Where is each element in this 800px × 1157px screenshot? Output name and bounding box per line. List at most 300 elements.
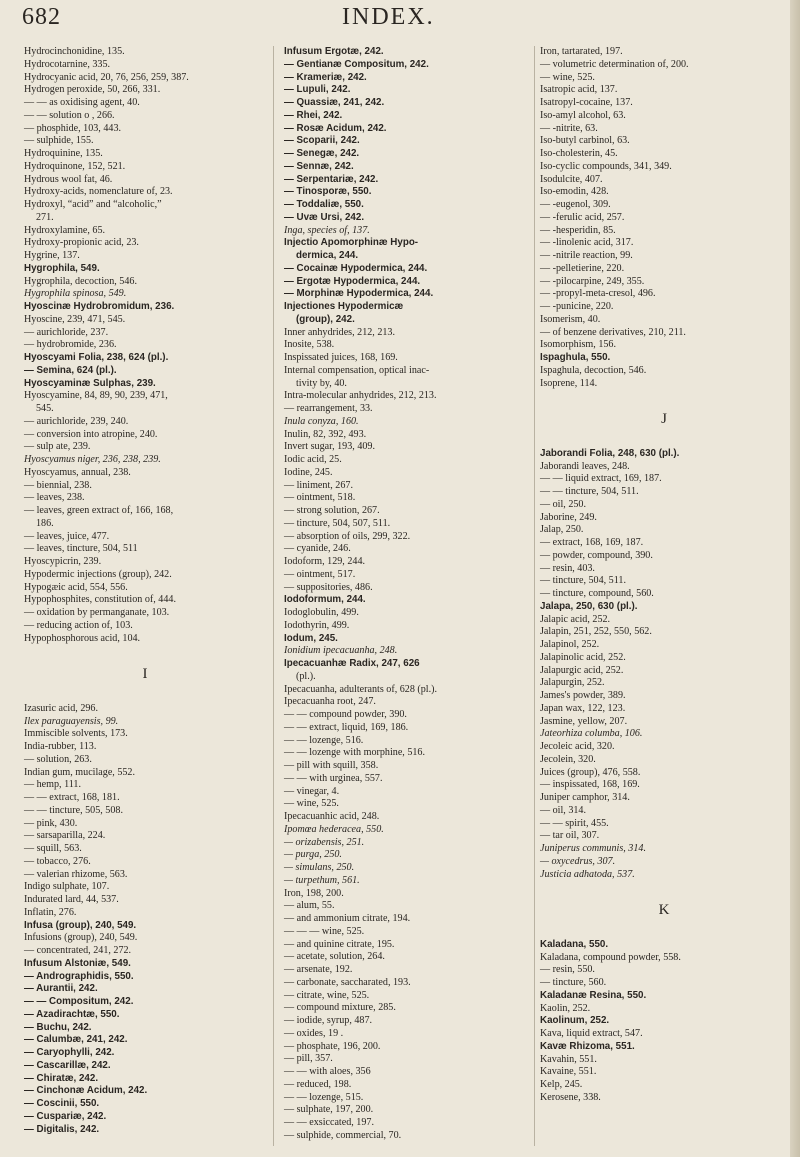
index-entry xyxy=(284,760,532,773)
index-entry-text: Ipecacuanha, adulterants of, 628 (pl.). xyxy=(284,683,438,695)
index-entry-text: Infusa (group), 240, 549. xyxy=(24,919,137,931)
index-entry-text: Hydroxyl, “acid” and “alcoholic,” xyxy=(24,199,162,210)
index-entry xyxy=(284,633,532,646)
index-entry xyxy=(24,416,266,429)
index-entry-text: Ionidium ipecacuanha, 248. xyxy=(284,645,398,657)
index-entry-text: Hypodermic injections (group), 242. xyxy=(24,568,172,580)
index-entry-text: — — extract, 168, 181. xyxy=(24,792,120,803)
index-entry-text: Inosite, 538. xyxy=(284,339,335,351)
index-entry xyxy=(540,378,788,391)
index-entry xyxy=(540,473,788,486)
index-entry xyxy=(24,365,266,378)
index-entry-text: — Aurantii, 242. xyxy=(24,983,98,995)
index-entry xyxy=(24,894,266,907)
index-entry-text: — hemp, 111. xyxy=(24,779,82,791)
index-entry xyxy=(540,869,788,882)
index-entry-text: — — lozenge, 516. xyxy=(284,734,364,746)
index-entry-text: — resin, 550. xyxy=(540,964,595,976)
index-entry xyxy=(24,741,266,754)
index-entry-text: — Azadirachtæ, 550. xyxy=(24,1008,120,1020)
index-entry xyxy=(24,135,266,148)
index-entry xyxy=(284,824,532,837)
index-entry-text: — Semina, 624 (pl.). xyxy=(24,364,117,376)
index-entry xyxy=(24,467,266,480)
index-entry-text: James's powder, 389. xyxy=(540,690,626,701)
index-entry-text: — Cocainæ Hypodermica, 244. xyxy=(284,262,428,274)
index-entry-text: Iodoformum, 244. xyxy=(284,594,366,606)
index-entry-text: — rearrangement, 33. xyxy=(284,403,373,414)
index-entry xyxy=(24,148,266,161)
index-entry xyxy=(540,186,788,199)
spacer xyxy=(24,690,266,703)
index-entry xyxy=(540,805,788,818)
index-entry xyxy=(540,1028,788,1041)
index-entry xyxy=(540,716,788,729)
index-entry-text: Immiscible solvents, 173. xyxy=(24,728,128,740)
index-entry-text: Hygrophila, 549. xyxy=(24,262,100,274)
index-entry-text: Hydroxylamine, 65. xyxy=(24,224,106,236)
index-entry xyxy=(540,84,788,97)
index-entry xyxy=(540,626,788,639)
index-entry xyxy=(24,543,266,556)
index-entry xyxy=(540,263,788,276)
index-entry xyxy=(284,148,532,161)
index-entry xyxy=(24,250,266,263)
index-entry xyxy=(24,199,266,212)
index-entry xyxy=(284,390,532,403)
index-entry-text: — oxides, 19 . xyxy=(284,1027,344,1039)
index-entry xyxy=(284,1079,532,1092)
index-entry-text: — cyanide, 246. xyxy=(284,543,351,555)
index-entry-text: — Toddaliæ, 550. xyxy=(284,199,364,210)
index-entry xyxy=(540,550,788,563)
index-entry xyxy=(24,378,266,391)
index-entry-text: — -propyl-meta-cresol, 496. xyxy=(540,288,656,300)
index-entry xyxy=(284,862,532,875)
index-entry xyxy=(24,276,266,289)
index-entry-text: Isoprene, 114. xyxy=(540,377,598,389)
index-entry xyxy=(540,212,788,225)
index-entry-text: — tincture, 504, 507, 511. xyxy=(284,517,391,529)
index-entry-text: — volumetric determination of, 200. xyxy=(540,58,689,70)
index-entry xyxy=(284,59,532,72)
index-entry-text: — tincture, compound, 560. xyxy=(540,588,654,599)
index-entry-text: Kaladana, compound powder, 558. xyxy=(540,951,681,963)
index-entry xyxy=(284,212,532,225)
index-entry-text: Injectio Apomorphinæ Hypo- xyxy=(284,237,419,249)
spacer xyxy=(540,435,788,448)
index-entry-text: — tobacco, 276. xyxy=(24,855,91,867)
index-entry-text: — -pilocarpine, 249, 355. xyxy=(540,275,645,287)
index-entry-text: 186. xyxy=(36,517,54,529)
index-entry xyxy=(24,932,266,945)
index-entry xyxy=(540,728,788,741)
index-entry xyxy=(284,454,532,467)
index-entry-text: Isatropic acid, 137. xyxy=(540,84,618,96)
index-entry xyxy=(284,416,532,429)
index-entry-text: Jecolein, 320. xyxy=(540,753,596,765)
index-entry-text: — concentrated, 241, 272. xyxy=(24,945,132,956)
index-entry-text: — sulphide, commercial, 70. xyxy=(284,1129,402,1141)
index-entry-text: — Krameriæ, 242. xyxy=(284,71,367,83)
index-entry-text: Hydrocyanic acid, 20, 76, 256, 259, 387. xyxy=(24,71,189,83)
index-entry xyxy=(24,1085,266,1098)
index-entry xyxy=(24,1022,266,1035)
index-entry-text: — — extract, liquid, 169, 186. xyxy=(284,721,409,733)
index-entry xyxy=(24,288,266,301)
index-entry xyxy=(540,767,788,780)
index-entry-text: — absorption of oils, 299, 322. xyxy=(284,530,411,542)
index-entry-text: Jasmine, yellow, 207. xyxy=(540,715,628,727)
index-entry-text: — — compound powder, 390. xyxy=(284,709,407,720)
index-entry xyxy=(284,250,532,263)
index-entry xyxy=(24,958,266,971)
index-entry-text: — Senegæ, 242. xyxy=(284,148,360,159)
index-entry-text: Iodothyrin, 499. xyxy=(284,619,350,631)
index-entry xyxy=(540,1092,788,1105)
index-entry xyxy=(540,741,788,754)
index-entry xyxy=(24,225,266,238)
index-entry-text: Jecoleic acid, 320. xyxy=(540,741,615,752)
index-entry-text: Hygrophila spinosa, 549. xyxy=(24,288,127,300)
index-entry xyxy=(540,1041,788,1054)
index-entry-text: — — solution o , 266. xyxy=(24,109,115,121)
index-entry xyxy=(284,543,532,556)
index-entry-text: — strong solution, 267. xyxy=(284,505,380,516)
index-entry xyxy=(24,805,266,818)
index-entry xyxy=(284,849,532,862)
index-entry xyxy=(284,837,532,850)
index-entry-text: Inula conyza, 160. xyxy=(284,415,359,427)
index-entry xyxy=(540,499,788,512)
index-entry xyxy=(540,588,788,601)
index-entry-text: Kerosene, 338. xyxy=(540,1091,601,1103)
index-entry-text: — oil, 314. xyxy=(540,804,586,816)
page-title: INDEX. xyxy=(342,4,435,30)
index-entry xyxy=(540,225,788,238)
index-entry-text: Intra-molecular anhydrides, 212, 213. xyxy=(284,390,437,402)
index-entry-text: — Caryophylli, 242. xyxy=(24,1047,115,1058)
index-entry xyxy=(284,798,532,811)
index-entry-text: — conversion into atropine, 240. xyxy=(24,428,158,440)
index-entry xyxy=(24,779,266,792)
index-entry-text: — — tincture, 504, 511. xyxy=(540,486,639,497)
index-entry xyxy=(540,830,788,843)
index-entry xyxy=(284,939,532,952)
index-entry-text: — and ammonium citrate, 194. xyxy=(284,913,411,924)
index-entry-text: Inulin, 82, 392, 493. xyxy=(284,428,367,440)
index-entry-text: — alum, 55. xyxy=(284,900,335,912)
index-entry-text: — Calumbæ, 241, 242. xyxy=(24,1034,128,1046)
index-entry xyxy=(540,174,788,187)
index-entry xyxy=(284,186,532,199)
index-entry xyxy=(284,339,532,352)
index-entry-text: — -nitrile reaction, 99. xyxy=(540,250,633,261)
index-entry xyxy=(284,594,532,607)
index-entry-text: Hydroquinine, 135. xyxy=(24,148,103,159)
index-entry xyxy=(540,677,788,690)
index-entry xyxy=(24,792,266,805)
index-entry xyxy=(284,263,532,276)
index-entry xyxy=(24,983,266,996)
index-entry xyxy=(24,754,266,767)
index-entry xyxy=(540,575,788,588)
index-entry xyxy=(24,441,266,454)
index-entry-text: — -punicine, 220. xyxy=(540,301,614,312)
index-entry xyxy=(24,1073,266,1086)
index-entry-text: Jalapinol, 252. xyxy=(540,639,600,650)
index-entry xyxy=(284,671,532,684)
index-entry xyxy=(284,480,532,493)
index-entry xyxy=(24,856,266,869)
index-entry xyxy=(540,276,788,289)
index-entry-text: Ispaghula, decoction, 546. xyxy=(540,364,647,376)
index-entry-text: Jalapin, 251, 252, 550, 562. xyxy=(540,626,652,638)
index-entry xyxy=(540,352,788,365)
index-entry-text: Infusions (group), 240, 549. xyxy=(24,932,138,944)
index-entry-text: Iso-cyclic compounds, 341, 349. xyxy=(540,160,672,172)
index-entry-text: — — with urginea, 557. xyxy=(284,772,383,784)
index-entry-text: Isomerism, 40. xyxy=(540,313,601,325)
index-entry xyxy=(284,199,532,212)
index-entry-text: — — lozenge with morphine, 516. xyxy=(284,747,426,759)
index-entry xyxy=(284,1104,532,1117)
section-letter: I xyxy=(142,666,148,682)
index-entry xyxy=(540,59,788,72)
index-entry xyxy=(24,174,266,187)
index-entry xyxy=(24,97,266,110)
index-entry xyxy=(284,505,532,518)
index-entry xyxy=(284,1015,532,1028)
index-entry xyxy=(540,952,788,965)
index-entry-text: Ipomœa hederacea, 550. xyxy=(284,823,384,835)
index-entry xyxy=(284,607,532,620)
index-entry xyxy=(24,607,266,620)
index-entry xyxy=(284,123,532,136)
index-entry xyxy=(540,327,788,340)
index-entry-text: — extract, 168, 169, 187. xyxy=(540,537,644,548)
index-entry xyxy=(284,161,532,174)
index-entry xyxy=(540,792,788,805)
index-entry-text: — Serpentariæ, 242. xyxy=(284,173,379,185)
index-entry-text: Ilex paraguayensis, 99. xyxy=(24,715,119,727)
index-column-3 xyxy=(540,46,788,1105)
index-entry-text: tivity by, 40. xyxy=(296,377,347,389)
index-entry-text: (pl.). xyxy=(296,670,316,682)
index-entry-text: — leaves, tincture, 504, 511 xyxy=(24,543,138,555)
index-entry-text: Hypogæic acid, 554, 556. xyxy=(24,581,128,593)
index-entry xyxy=(24,996,266,1009)
index-entry xyxy=(284,964,532,977)
index-entry xyxy=(284,1130,532,1143)
index-entry xyxy=(284,429,532,442)
index-entry xyxy=(24,716,266,729)
index-entry-text: (group), 242. xyxy=(296,313,355,325)
index-entry-text: — reduced, 198. xyxy=(284,1078,352,1090)
index-entry-text: — — Compositum, 242. xyxy=(24,996,134,1007)
page-number: 682 xyxy=(22,4,61,30)
index-entry xyxy=(540,1054,788,1067)
index-entry-text: — -ferulic acid, 257. xyxy=(540,211,625,223)
index-entry-text: Jalapurgic acid, 252. xyxy=(540,664,624,676)
index-entry-text: Iron, tartarated, 197. xyxy=(540,46,623,57)
index-entry xyxy=(284,378,532,391)
index-entry-text: Juniper camphor, 314. xyxy=(540,792,630,803)
index-column-2 xyxy=(284,46,532,1143)
index-entry xyxy=(24,1124,266,1137)
index-entry-text: Injectiones Hypodermicæ xyxy=(284,301,404,312)
index-entry-text: — tar oil, 307. xyxy=(540,830,600,842)
index-entry-text: — phosphate, 196, 200. xyxy=(284,1040,381,1052)
index-entry xyxy=(284,301,532,314)
index-entry-text: — sulp ate, 239. xyxy=(24,441,91,453)
index-entry-text: — arsenate, 192. xyxy=(284,964,353,975)
index-entry-text: — turpethum, 561. xyxy=(284,874,360,886)
index-entry xyxy=(540,690,788,703)
index-entry xyxy=(284,72,532,85)
index-entry-text: Inner anhydrides, 212, 213. xyxy=(284,326,396,338)
index-entry xyxy=(24,518,266,531)
index-entry-text: — — exsiccated, 197. xyxy=(284,1117,374,1128)
index-entry-text: — citrate, wine, 525. xyxy=(284,989,370,1001)
index-entry-text: Kelp, 245. xyxy=(540,1079,583,1090)
index-entry xyxy=(24,46,266,59)
index-entry-text: Hyoscyaminæ Sulphas, 239. xyxy=(24,377,156,389)
index-entry xyxy=(540,856,788,869)
index-entry-text: — solution, 263. xyxy=(24,753,92,765)
spacer xyxy=(24,645,266,658)
index-entry-text: Hyoscypicrin, 239. xyxy=(24,556,102,567)
index-entry xyxy=(24,1098,266,1111)
index-entry-text: Isomorphism, 156. xyxy=(540,339,616,351)
index-entry-text: Kaladanæ Resina, 550. xyxy=(540,989,647,1001)
index-entry-text: — Quassiæ, 241, 242. xyxy=(284,97,385,108)
index-entry-text: — Lupuli, 242. xyxy=(284,84,351,96)
index-entry-text: — squill, 563. xyxy=(24,843,82,854)
index-entry-text: — reducing action of, 103. xyxy=(24,619,133,631)
index-entry-text: Kava, liquid extract, 547. xyxy=(540,1028,643,1039)
index-entry xyxy=(284,467,532,480)
index-entry-text: Hyoscine, 239, 471, 545. xyxy=(24,313,126,325)
index-entry-text: Hydroxy-acids, nomenclature of, 23. xyxy=(24,186,173,198)
index-entry xyxy=(284,569,532,582)
index-entry-text: Izasuric acid, 296. xyxy=(24,702,98,714)
index-entry xyxy=(284,492,532,505)
index-entry-text: — ointment, 517. xyxy=(284,568,356,580)
section-letter: J xyxy=(661,411,667,427)
index-entry xyxy=(24,582,266,595)
index-entry-text: Kavaine, 551. xyxy=(540,1066,597,1078)
index-entry-text: Hyoscyamus, annual, 238. xyxy=(24,466,131,478)
index-entry xyxy=(24,633,266,646)
index-entry-text: Juices (group), 476, 558. xyxy=(540,766,641,778)
index-entry xyxy=(284,1041,532,1054)
index-entry xyxy=(24,390,266,403)
index-entry-text: Ipecacuanhæ Radix, 247, 626 xyxy=(284,658,420,669)
index-entry-text: — wine, 525. xyxy=(540,71,595,83)
column-rule xyxy=(534,46,535,1146)
index-entry xyxy=(284,225,532,238)
index-entry xyxy=(24,728,266,741)
index-entry-text: — purga, 250. xyxy=(284,849,342,861)
index-entry-text: — Andrographidis, 550. xyxy=(24,970,134,982)
index-entry-text: Indigo sulphate, 107. xyxy=(24,881,110,893)
index-entry-text: Hydroxy-propionic acid, 23. xyxy=(24,237,139,249)
index-entry xyxy=(24,263,266,276)
index-entry-text: — Coscinii, 550. xyxy=(24,1098,100,1109)
index-entry-text: Hydrous wool fat, 46. xyxy=(24,173,113,185)
index-entry-text: Hyoscyamine, 84, 89, 90, 239, 471, xyxy=(24,390,168,402)
index-entry-text: — Cascarillæ, 242. xyxy=(24,1059,111,1071)
index-entry-text: — Cuspariæ, 242. xyxy=(24,1110,107,1122)
index-entry xyxy=(540,288,788,301)
index-entry-text: — — tincture, 505, 508. xyxy=(24,804,123,816)
index-entry-text: Justicia adhatoda, 537. xyxy=(540,868,635,880)
index-entry-text: — — lozenge, 515. xyxy=(284,1091,364,1103)
index-entry-text: — tincture, 560. xyxy=(540,977,607,988)
index-entry-text: — oxidation by permanganate, 103. xyxy=(24,607,170,618)
index-entry-text: — leaves, juice, 477. xyxy=(24,530,110,542)
index-entry-text: — of benzene derivatives, 210, 211. xyxy=(540,326,686,338)
index-entry-text: — wine, 525. xyxy=(284,798,339,810)
index-entry xyxy=(24,59,266,72)
index-entry xyxy=(24,1009,266,1022)
index-entry-text: — sulphate, 197, 200. xyxy=(284,1104,374,1116)
index-entry-text: Hydrocinchonidine, 135. xyxy=(24,46,125,57)
index-entry xyxy=(24,110,266,123)
index-entry-text: — — with aloes, 356 xyxy=(284,1066,371,1077)
index-entry-text: — Uvæ Ursi, 242. xyxy=(284,211,365,223)
index-entry-text: — oxycedrus, 307. xyxy=(540,855,616,867)
index-entry-text: — sarsaparilla, 224. xyxy=(24,830,106,842)
index-entry xyxy=(284,174,532,187)
index-entry xyxy=(284,747,532,760)
index-entry xyxy=(284,684,532,697)
index-entry-text: — powder, compound, 390. xyxy=(540,549,653,561)
index-entry xyxy=(24,454,266,467)
index-entry-text: — Rhei, 242. xyxy=(284,109,343,121)
index-entry xyxy=(540,486,788,499)
index-entry-text: — Chiratæ, 242. xyxy=(24,1072,99,1084)
index-entry-text: Iso-butyl carbinol, 63. xyxy=(540,135,630,147)
index-entry xyxy=(540,639,788,652)
index-entry-text: Ispaghula, 550. xyxy=(540,352,611,363)
index-entry-text: — — — wine, 525. xyxy=(284,925,365,937)
index-entry xyxy=(284,1028,532,1041)
index-entry-text: — inspissated, 168, 169. xyxy=(540,779,640,791)
index-entry-text: 545. xyxy=(36,403,54,414)
index-entry-text: Hydroquinone, 152, 521. xyxy=(24,160,126,172)
index-entry xyxy=(284,620,532,633)
index-entry-text: Hydrogen peroxide, 50, 266, 331. xyxy=(24,84,161,96)
index-entry xyxy=(284,110,532,123)
index-entry-text: Kaladana, 550. xyxy=(540,938,609,950)
index-entry xyxy=(284,237,532,250)
index-entry-text: Iso-amyl alcohol, 63. xyxy=(540,109,626,121)
index-entry-text: — oil, 250. xyxy=(540,498,586,510)
index-entry xyxy=(24,818,266,831)
index-entry-text: Iodoform, 129, 244. xyxy=(284,556,366,567)
index-entry xyxy=(540,339,788,352)
index-entry-text: Jaborine, 249. xyxy=(540,511,597,523)
index-entry xyxy=(540,135,788,148)
index-entry-text: — Gentianæ Compositum, 242. xyxy=(284,58,429,70)
index-entry-text: Iron, 198, 200. xyxy=(284,887,344,899)
index-entry-text: Jalapa, 250, 630 (pl.). xyxy=(540,600,638,612)
index-entry xyxy=(284,900,532,913)
index-entry xyxy=(24,314,266,327)
index-entry xyxy=(24,1034,266,1047)
